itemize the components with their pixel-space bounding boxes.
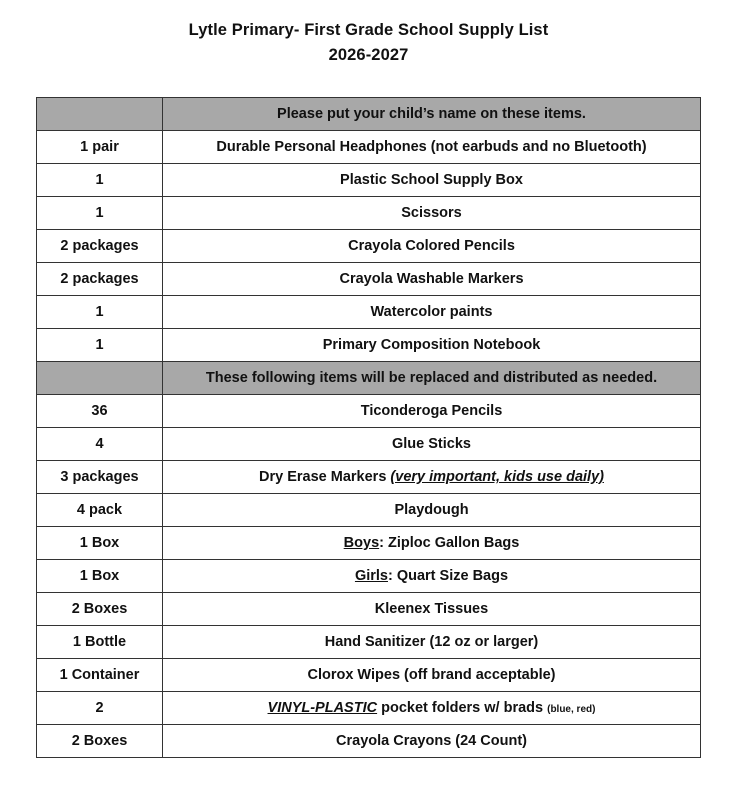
table-row bbox=[37, 131, 701, 164]
quantity-cell: 1 pair bbox=[37, 131, 163, 164]
table-row bbox=[37, 296, 701, 329]
quantity-cell: 1 bbox=[37, 164, 163, 197]
quantity-cell: 36 bbox=[37, 395, 163, 428]
table-row bbox=[37, 197, 701, 230]
item-cell bbox=[163, 461, 701, 494]
table-row bbox=[37, 494, 701, 527]
quantity-cell: 4 bbox=[37, 428, 163, 461]
table-row bbox=[37, 461, 701, 494]
header-blank-cell bbox=[37, 362, 163, 395]
item-cell: Crayola Crayons (24 Count) bbox=[163, 725, 701, 758]
item-cell: Primary Composition Notebook bbox=[163, 329, 701, 362]
item-cell: Hand Sanitizer (12 oz or larger) bbox=[163, 626, 701, 659]
quantity-cell: 2 packages bbox=[37, 263, 163, 296]
quantity-cell: 4 pack bbox=[37, 494, 163, 527]
item-cell: Crayola Washable Markers bbox=[163, 263, 701, 296]
item-note: (very important, kids use daily) bbox=[390, 469, 604, 485]
item-color-note: (blue, red) bbox=[547, 704, 596, 715]
item-rest-text: : Ziploc Gallon Bags bbox=[379, 535, 520, 551]
table-row bbox=[37, 626, 701, 659]
table-row bbox=[37, 725, 701, 758]
item-cell: Watercolor paints bbox=[163, 296, 701, 329]
quantity-cell: 1 Box bbox=[37, 560, 163, 593]
section-header: Please put your child’s name on these items. bbox=[163, 98, 701, 131]
table-row bbox=[37, 428, 701, 461]
item-cell: Scissors bbox=[163, 197, 701, 230]
table-row bbox=[37, 230, 701, 263]
item-cell: Glue Sticks bbox=[163, 428, 701, 461]
item-rest-text: : Quart Size Bags bbox=[387, 568, 509, 584]
item-cell: Ticonderoga Pencils bbox=[163, 395, 701, 428]
item-cell: Durable Personal Headphones (not earbuds and no Bluetooth) bbox=[163, 131, 701, 164]
header-blank-cell bbox=[37, 98, 163, 131]
item-cell: Kleenex Tissues bbox=[163, 593, 701, 626]
item-cell: Plastic School Supply Box bbox=[163, 164, 701, 197]
section-header-row bbox=[37, 98, 701, 131]
item-emphasis: VINYL-PLASTIC bbox=[267, 700, 378, 716]
table-row bbox=[37, 395, 701, 428]
table-row bbox=[37, 659, 701, 692]
section-header-row bbox=[37, 362, 701, 395]
section-header: These following items will be replaced and distributed as needed. bbox=[163, 362, 701, 395]
item-rest-text: pocket folders w/ brads bbox=[377, 700, 548, 716]
item-cell: Clorox Wipes (off brand acceptable) bbox=[163, 659, 701, 692]
quantity-cell: 1 Container bbox=[37, 659, 163, 692]
table-row bbox=[37, 560, 701, 593]
quantity-cell: 2 Boxes bbox=[37, 593, 163, 626]
item-cell bbox=[163, 560, 701, 593]
quantity-cell: 1 Bottle bbox=[37, 626, 163, 659]
item-label: Boys bbox=[343, 535, 380, 551]
school-year: 2026-2027 bbox=[328, 46, 409, 64]
table-row bbox=[37, 329, 701, 362]
quantity-cell: 2 Boxes bbox=[37, 725, 163, 758]
supply-table bbox=[36, 97, 701, 758]
table-row bbox=[37, 527, 701, 560]
quantity-cell: 2 bbox=[37, 692, 163, 725]
item-main-text: Dry Erase Markers bbox=[259, 469, 391, 485]
item-cell bbox=[163, 527, 701, 560]
quantity-cell: 3 packages bbox=[37, 461, 163, 494]
page-title: Lytle Primary- First Grade School Supply List bbox=[188, 21, 549, 39]
item-label: Girls bbox=[354, 568, 388, 584]
table-row bbox=[37, 593, 701, 626]
item-cell: Crayola Colored Pencils bbox=[163, 230, 701, 263]
quantity-cell: 1 bbox=[37, 296, 163, 329]
table-row bbox=[37, 263, 701, 296]
quantity-cell: 1 bbox=[37, 197, 163, 230]
table-row bbox=[37, 692, 701, 725]
item-cell: Playdough bbox=[163, 494, 701, 527]
quantity-cell: 1 Box bbox=[37, 527, 163, 560]
quantity-cell: 2 packages bbox=[37, 230, 163, 263]
item-cell bbox=[163, 692, 701, 725]
quantity-cell: 1 bbox=[37, 329, 163, 362]
table-row bbox=[37, 164, 701, 197]
